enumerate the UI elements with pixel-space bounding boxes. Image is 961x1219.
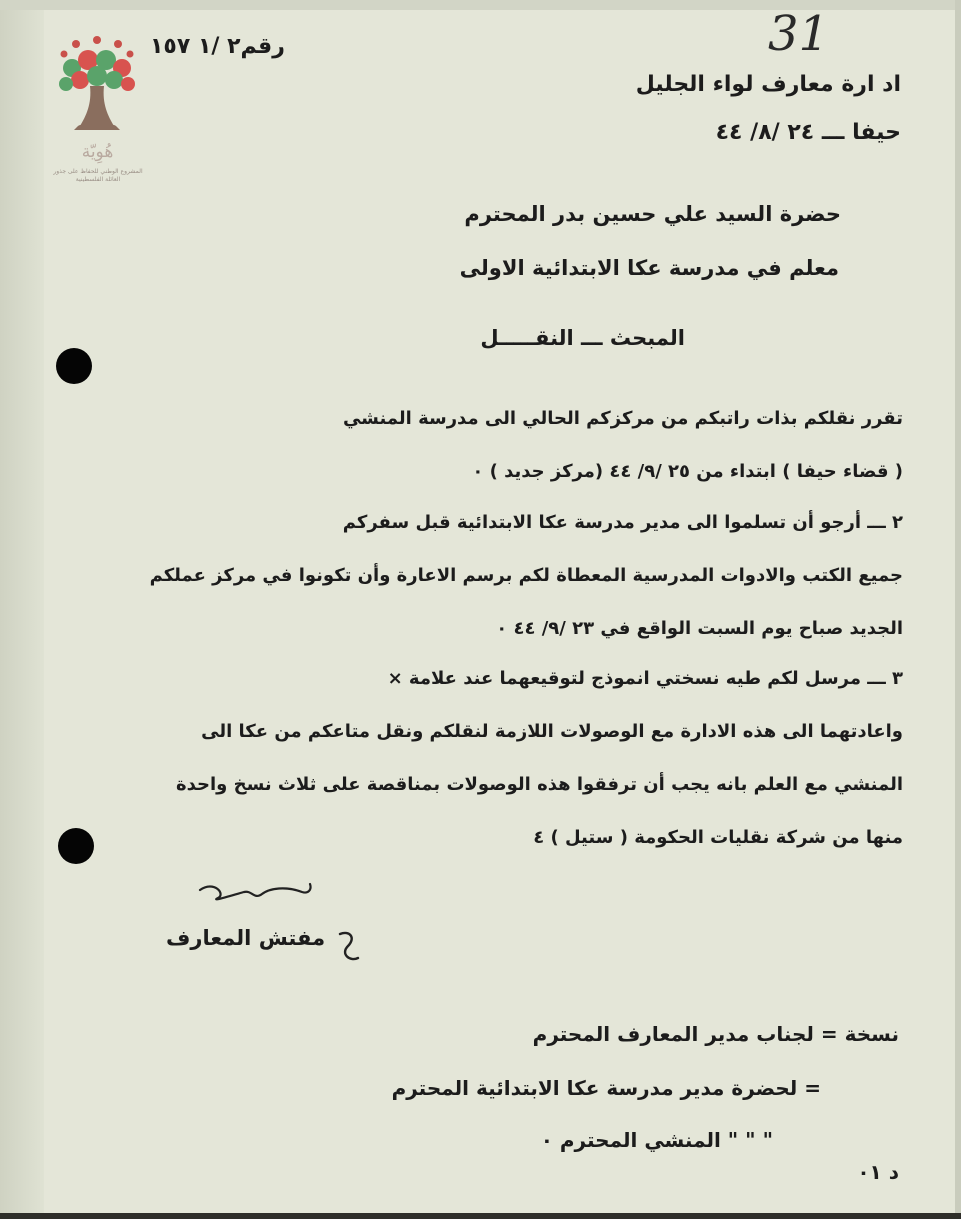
copy-line-1: نسخة = لجناب مدير المعارف المحترم [532,1022,899,1046]
paragraph-line: جميع الكتب والادوات المدرسية المعطاة لكم برسم الاعارة وأن تكونوا في مركز عملكم [149,565,903,586]
archive-number: 31 [768,6,830,62]
scan-edge-right [955,0,961,1219]
scan-margin-left [0,0,44,1219]
paragraph-3 [43,652,903,864]
paragraph-line: ٣ ـــ مرسل لكم طيه نسختي انموذج لتوقيعهما عند علامة × [387,668,903,689]
logo-wordmark: هُوِيّة [81,142,114,162]
paragraph-line: ٢ ـــ أرجو أن تسلموا الى مدير مدرسة عكا الابتدائية قبل سفركم [342,512,903,533]
initials: د ٠١ [857,1160,899,1184]
addressee-position: معلم في مدرسة عكا الابتدائية الاولى [459,256,839,280]
copy-line-3: " " " المنشي المحترم ٠ [540,1128,773,1152]
copy-line-2: = لحضرة مدير مدرسة عكا الابتدائية المحترم [391,1076,821,1100]
place-date: حيفا ـــ ٢٤ /٨/ ٤٤ [715,120,901,145]
paragraph-1 [43,392,903,498]
paragraph-line: منها من شركة نقليات الحكومة ( ستيل ) ٤ [533,827,903,848]
issuing-office: اد ارة معارف لواء الجليل [635,72,901,97]
subject-line: المبحث ـــ النقـــــل [480,326,685,350]
paragraph-line: واعادتهما الى هذه الادارة مع الوصولات اللازمة لنقلكم ونقل متاعكم من عكا الى [201,721,903,742]
signature-title: مفتش المعارف [166,926,326,950]
addressee-name: حضرة السيد علي حسين بدر المحترم [464,202,841,226]
logo-caption: المشروع الوطني للحفاظ على جذور العائلة الفلسطينية [53,168,143,183]
scan-edge-bottom [0,1213,961,1219]
paragraph-line: تقرر نقلكم بذات راتبكم من مركزكم الحالي الى مدرسة المنشي [342,408,903,429]
paragraph-line: الجديد صباح يوم السبت الواقع في ٢٣ /٩/ ٤٤ ٠ [496,618,903,639]
reference-number: رقم٢ /١ ١٥٧ [150,34,285,59]
paragraph-2 [43,496,903,655]
punch-hole-top [56,348,92,384]
paragraph-line: ( قضاء حيفا ) ابتداء من ٢٥ /٩/ ٤٤ (مركز جديد ) ٠ [472,461,903,482]
paragraph-line: المنشي مع العلم بانه يجب أن ترفقوا هذه الوصولات بمناقصة على ثلاث نسخ واحدة [175,774,903,795]
